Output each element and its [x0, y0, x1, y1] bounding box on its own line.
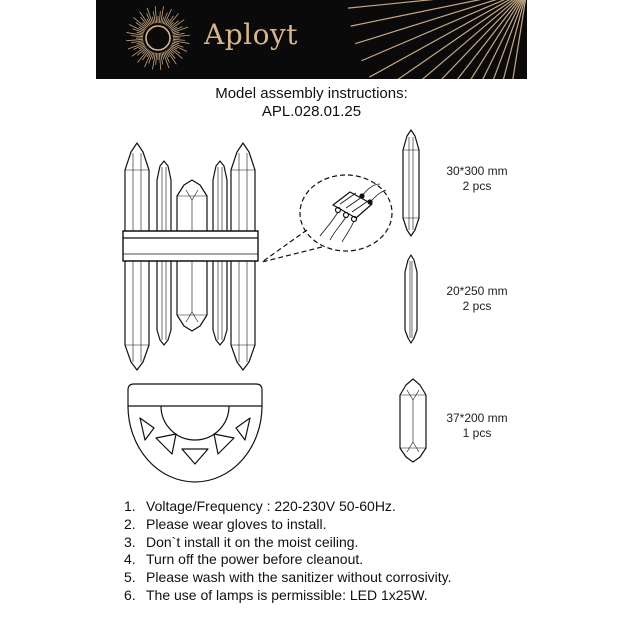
- part-qty-label: 1 pcs: [462, 426, 492, 440]
- instruction-list: [124, 498, 452, 605]
- part-size-label: 37*200 mm: [446, 411, 508, 425]
- narrow-crystal-icon: [405, 255, 417, 343]
- instruction-item: 1. Voltage/Frequency : 220-230V 50-60Hz.: [124, 498, 396, 514]
- part-size-label: 20*250 mm: [446, 284, 508, 298]
- model-number: APL.028.01.25: [261, 103, 362, 120]
- crystal-slot-5: [236, 418, 250, 440]
- crystal-slot-2: [156, 434, 176, 454]
- part-qty-label: 2 pcs: [462, 179, 492, 193]
- crystal-slot-1: [140, 418, 154, 440]
- instruction-item: 6. The use of lamps is permissible: LED 1x25W.: [124, 586, 428, 603]
- crystal-slot-3: [182, 449, 208, 464]
- base-plate-outline: [128, 384, 262, 482]
- part-size-label: 30*300 mm: [446, 164, 508, 178]
- part-qty-label: 2 pcs: [462, 299, 492, 313]
- terminal-callout: [262, 175, 392, 262]
- page-title: Model assembly instructions:: [215, 85, 408, 102]
- instruction-item: 4. Turn off the power before cleanout.: [124, 551, 364, 568]
- instruction-item: 2. Please wear gloves to install.: [124, 515, 327, 532]
- brand-logo: Aployt: [204, 18, 299, 51]
- instruction-item: 3. Don`t install it on the moist ceiling.: [124, 533, 359, 550]
- long-crystal-icon: [403, 130, 419, 236]
- front-view-lamp: [123, 143, 258, 370]
- mounting-bar: [123, 231, 258, 261]
- top-view-base: [128, 384, 262, 482]
- instruction-item: 5. Please wash with the sanitizer without corrosivity.: [124, 569, 452, 586]
- crystal-slot-4: [214, 434, 234, 454]
- wide-crystal-icon: [400, 379, 426, 462]
